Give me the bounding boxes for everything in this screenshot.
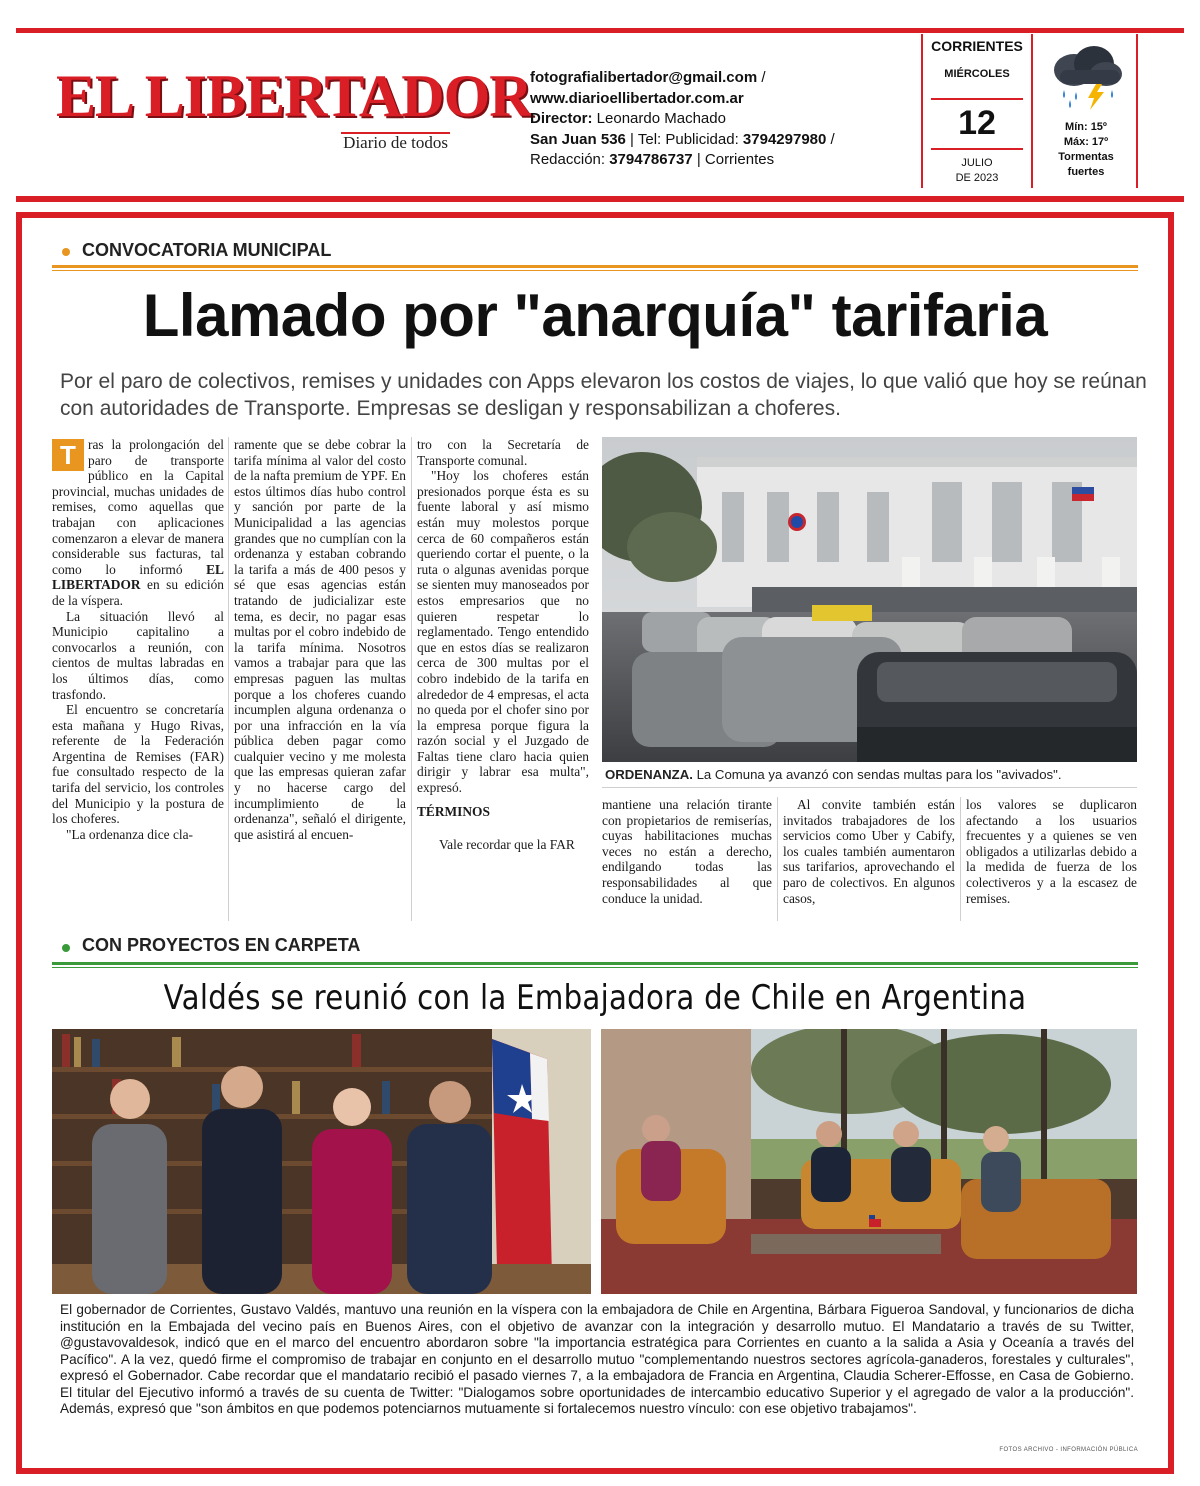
weather-max: Máx: 17º <box>1063 136 1109 148</box>
article-column-4 <box>602 797 772 906</box>
date-year: DE 2023 <box>955 172 999 184</box>
tel-label: | Tel: Publicidad: <box>625 130 743 148</box>
redaccion-label: Redacción: <box>530 151 610 168</box>
kicker-bullet-icon <box>62 944 70 952</box>
paragraph: "La ordenanza dice cla- <box>66 826 194 842</box>
column-divider <box>960 797 961 921</box>
article-column-3 <box>417 437 589 853</box>
date-rule <box>931 148 1023 150</box>
paragraph: Vale recordar que la FAR <box>439 837 575 853</box>
article-column-5 <box>783 797 955 906</box>
deck: Por el paro de colectivos, remises y unidades con Apps elevaron los costos de viajes, lo que valió que hoy se reúnan con autoridades de Transporte. Empresas se desligan y responsabilizan a choferes. <box>60 370 1147 420</box>
weather-info <box>1036 120 1136 180</box>
paragraph: La situación llevó al Municipio capitalino a convocarlos a reunión, con cientos de multas labradas en los últimos días, como trasfondo. <box>52 608 224 702</box>
contact-website[interactable]: www.diarioellibertador.com.ar <box>530 89 744 107</box>
director-name: Leonardo Machado <box>592 110 726 127</box>
photo-credit: FOTOS ARCHIVO - INFORMACIÓN PÚBLICA <box>999 1447 1138 1453</box>
column-divider <box>777 797 778 921</box>
subhead: TÉRMINOS <box>417 803 490 819</box>
paragraph: mantiene una relación tirante con propietarios de remiserías, cuyas habilitaciones muchas veces no están a derecho, endilgando todas las responsabilidades al que conduce la unidad. <box>602 797 772 906</box>
weather-min: Mín: 15º <box>1065 121 1107 133</box>
newspaper-logo[interactable] <box>56 63 532 156</box>
caption-rule <box>602 787 1137 788</box>
contact-email[interactable]: fotografialibertador@gmail.com <box>530 69 758 86</box>
masthead-top-rule <box>16 28 1184 33</box>
date-weekday: MIÉRCOLES <box>944 68 1010 80</box>
headline: Llamado por "anarquía" tarifaria <box>142 282 1048 349</box>
drop-cap: T <box>52 439 84 471</box>
date-day-number: 12 <box>958 104 996 142</box>
date-month-year <box>923 156 1031 186</box>
masthead-bottom-rule <box>16 196 1184 202</box>
tel-publicidad: 3794297980 <box>742 130 827 148</box>
date-city: CORRIENTES <box>931 38 1023 54</box>
director-label: Director: <box>530 110 593 127</box>
kicker-rule-thin <box>52 967 1138 968</box>
paragraph: los valores se duplicaron afectando a los usuarios frecuentes y a quienes se ven obligados a utilizarlas debido a la medida de fuerza de los colectiveros y a la escasez de remises. <box>966 797 1137 906</box>
logo-title: EL LIBERTADOR <box>56 63 532 129</box>
date-rule <box>931 98 1023 100</box>
column-divider <box>228 437 229 921</box>
paragraph: Al convite también están invitados trabajadores de los servicios como Uber y Cabify, los cuales también aumentaron sus tarifarios, aprovechando el paro de colectivos. En algunos casos, <box>783 797 955 906</box>
headline: Valdés se reunió con la Embajadora de Chile en Argentina <box>163 978 1027 1018</box>
photo-caption <box>605 767 1135 782</box>
meeting-photo[interactable] <box>601 1029 1137 1294</box>
city-suffix: | Corrientes <box>692 151 775 168</box>
kicker-rule <box>52 962 1138 965</box>
paragraph: ras la prolongación del paro de transporte público en la Capital provincial, muchas unidades de remises, como aquellas que trabajan con aplicaciones comenzaron a elevar de manera considerable sus facturas, tal como lo informó EL LIBERTADOR en su edición de la víspera. <box>52 437 224 608</box>
separator: / <box>826 130 835 148</box>
weather-desc: Tormentas <box>1058 151 1114 163</box>
separator: / <box>757 69 766 86</box>
caption-label: ORDENANZA. <box>605 767 693 782</box>
article-column-2 <box>234 437 406 842</box>
article-column-1 <box>52 437 224 842</box>
paragraph: "Hoy los choferes están presionados porque ésta es su fuente laboral y así mismo están muy molestos porque cerca de 60 compañeros están queriendo cortar el puente, o la ruta o algunas avenidas porque se sienten muy manoseados por estos empresarios que no quieren respetar lo reglamentado. Tengo entendido que en estos días se realizaron cerca de 300 multas por el cobro indebido de la tarifa en alrededor de 4 empresas, el acta no queda por el chofer sino por la empresa porque figura la razón social y el Juzgado de Faltas tiene claro hacia quien dirigir y labrar esa multa", expresó. <box>417 468 589 796</box>
article-caption: El gobernador de Corrientes, Gustavo Valdés, mantuvo una reunión en la víspera con la embajadora de Chile en Argentina, Bárbara Figueroa Sandoval, y funcionarios de dicha institución en la Embajada del vecino país en Buenos Aires, con el objetivo de avanzar con la integración y desarrollo mutuo. El Mandatario a través de su Twitter, @gustavovaldesok, indicó que en el marco del encuentro abordaron sobre "la importancia estratégica para Corrientes en cuanto a la salida a Asia y Oceanía a través del Pacífico". A la vez, quedó firme el compromiso de trabajar en conjunto en el desarrollo mutuo "complementando nuestros sectores agrícola-ganaderos, forestales y culturales", expresó el Gobernador. Cabe recordar que el mandatario recibió el pasado viernes 7, a la embajadora de Francia en Argentina, Claudia Scherer-Effosse, en Casa de Gobierno. El titular del Ejecutivo informó a través de su cuenta de Twitter: "Dialogamos sobre oportunidades de intercambio educativo Superior y el agregado de valor a la producción". Además, expresó que "son ámbitos en que podemos potenciarnos mutuamente si fortalecemos nuestro vínculo: con ese objetivo trabajamos". <box>60 1302 1134 1416</box>
kicker-bullet-icon <box>62 248 70 256</box>
article-column-6 <box>966 797 1137 906</box>
traffic-photo[interactable] <box>602 437 1137 762</box>
paragraph: tro con la Secretaría de Transporte comunal. <box>417 437 589 468</box>
redaccion-tel: 3794786737 <box>609 151 693 168</box>
weather-desc: fuertes <box>1067 166 1105 178</box>
kicker-rule <box>52 265 1138 268</box>
storm-cloud-icon <box>1044 40 1128 112</box>
logo-tagline: Diario de todos <box>343 133 448 152</box>
section-kicker: CON PROYECTOS EN CARPETA <box>82 935 361 955</box>
date-month: JULIO <box>961 157 993 169</box>
caption-text: La Comuna ya avanzó con sendas multas para los "avivados". <box>692 767 1062 782</box>
paragraph: ramente que se debe cobrar la tarifa mínima al valor del costo de la nafta premium de YPF. En estos últimos días hubo control y sanción por parte de la Municipalidad a las agencias grandes que no cumplían con la ordenanza y estaban cobrando la tarifa a más de 400 pesos y sé que esas agencias están tratando de judicializar este tema, es decir, no pagar esas multas por el cobro indebido de la tarifa mínima. Nosotros vamos a trabajar para que las empresas paguen las multas porque a los choferes cuando incumplen alguna ordenanza o por una infracción en la vía pública deben pagar como cualquier vecino y me molesta que las empresas quieran zafar y no hacerse cargo del incumplimiento de la ordenanza", señaló el dirigente, que asistirá al encuen- <box>234 437 406 842</box>
section-kicker: CONVOCATORIA MUNICIPAL <box>82 240 332 260</box>
kicker-rule-thin <box>52 270 1138 271</box>
contact-block <box>530 68 910 171</box>
date-box <box>921 34 1033 188</box>
weather-box <box>1036 34 1138 188</box>
group-portrait-photo[interactable] <box>52 1029 591 1294</box>
column-divider <box>411 437 412 921</box>
address: San Juan 536 <box>530 130 626 148</box>
paragraph: El encuentro se concretaría esta mañana y Hugo Rivas, referente de la Federación Argentina de Remises (FAR) fue consultado respecto de la tarifa del servicio, los controles del Municipio y la postura de los choferes. <box>52 702 224 827</box>
